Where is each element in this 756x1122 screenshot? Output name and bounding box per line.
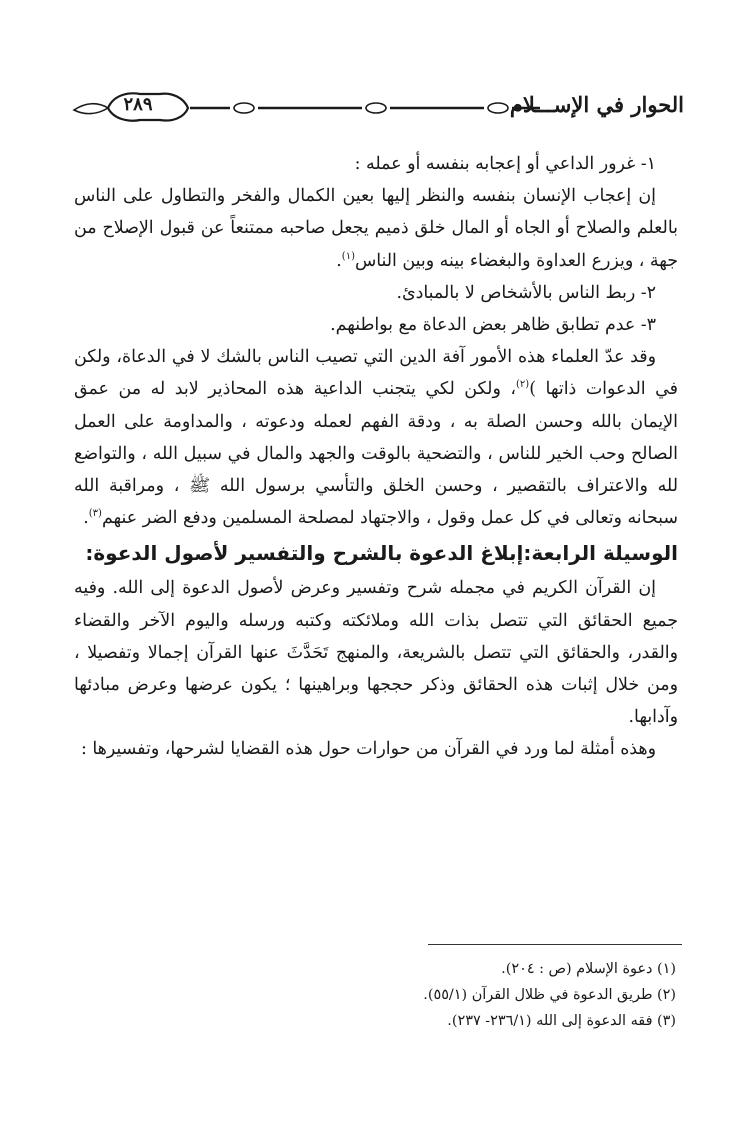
footnote-2: (٢) طريق الدعوة في ظلال القرآن (٥٥/١). [423, 987, 676, 1003]
running-header [72, 84, 684, 134]
list-item-1: ١- غرور الداعي أو إعجابه بنفسه أو عمله : [354, 154, 656, 174]
footnote-ref-2: (٢) [516, 379, 530, 391]
paragraph-examples: وهذه أمثلة لما ورد في القرآن من حوارات حول هذه القضايا لشرحها، وتفسيرها : [80, 739, 656, 760]
paragraph-self-admiration [74, 180, 678, 277]
section-heading: الوسيلة الرابعة:إبلاغ الدعوة بالشرح والتفسير لأصول الدعوة: [85, 541, 678, 566]
footnote-ref-1: (١) [341, 250, 355, 262]
paragraph-end: . [83, 508, 89, 529]
paragraph-quran: إن القرآن الكريم في مجمله شرح وتفسير وعرض لأصول الدعوة إلى الله. وفيه جميع الحقائق التي تتصل بذات الله وملائكته وكتبه ورسله واليوم الآخر والقضاء والقدر، والحقائق التي تتصل بالشريعة، والمنهج تَحَدَّثَ عنها القرآن إجمالا وتفصيلا ، ومن خلال إثبات هذه الحقائق وذكر حججها وبراهينها ؛ يكون عرضها وعرض مبادئها وآدابها. [74, 578, 678, 728]
paragraph-text: ، ولكن لكي يتجنب الداعية هذه المحاذير لابد له من عمق الإيمان بالله وحسن الصلة به ، ودقة الفهم لعمله ودعوته ، والمداومة على العمل الصالح وحب الخير للناس ، والتضحية بالوقت والجهد والمال في سبيل الله ، والتواضع لله والاعتراف بالتقصير ، وحسن الخلق والتأسي برسول الله ﷺ ، ومراقبة الله سبحانه وتعالى في كل عمل وقول ، والاجتهاد لمصلحة المسلمين ودفع الضر عنهم [74, 379, 678, 529]
list-item-3: ٣- عدم تطابق ظاهر بعض الدعاة مع بواطنهم. [330, 315, 656, 336]
paragraph-scholars [74, 341, 678, 534]
paragraph-end: . [336, 250, 342, 271]
footnote-3: (٣) فقه الدعوة إلى الله (٢٣٦/١- ٢٣٧). [447, 1013, 676, 1029]
main-text [74, 148, 678, 766]
book-title: الحوار في الإســـلام [509, 92, 684, 117]
list-item-2: ٢- ربط الناس بالأشخاص لا بالمبادئ. [396, 282, 656, 303]
paragraph-text: إن إعجاب الإنسان بنفسه والنظر إليها بعين الكمال والفخر والتطاول على الناس بالعلم والصلاح أو الجاه أو المال خلق ذميم يجعل صاحبه ممتنعاً عن قبول الإصلاح من جهة ، ويزرع العداوة والبغضاء بينه وبين الناس [74, 186, 678, 271]
paragraph-text: وقد عدّ العلماء هذه الأمور آفة الدين التي تصيب الناس بالشك لا في الدعاة، ولكن في الدعوات ذاتها ) [74, 347, 678, 400]
page-number: ٢٨٩ [123, 94, 153, 115]
footnote-1: (١) دعوة الإسلام (ص : ٢٠٤). [501, 961, 676, 977]
footnote-separator [428, 944, 682, 945]
footnotes [76, 956, 676, 1034]
footnote-ref-3: (٣) [88, 508, 102, 520]
